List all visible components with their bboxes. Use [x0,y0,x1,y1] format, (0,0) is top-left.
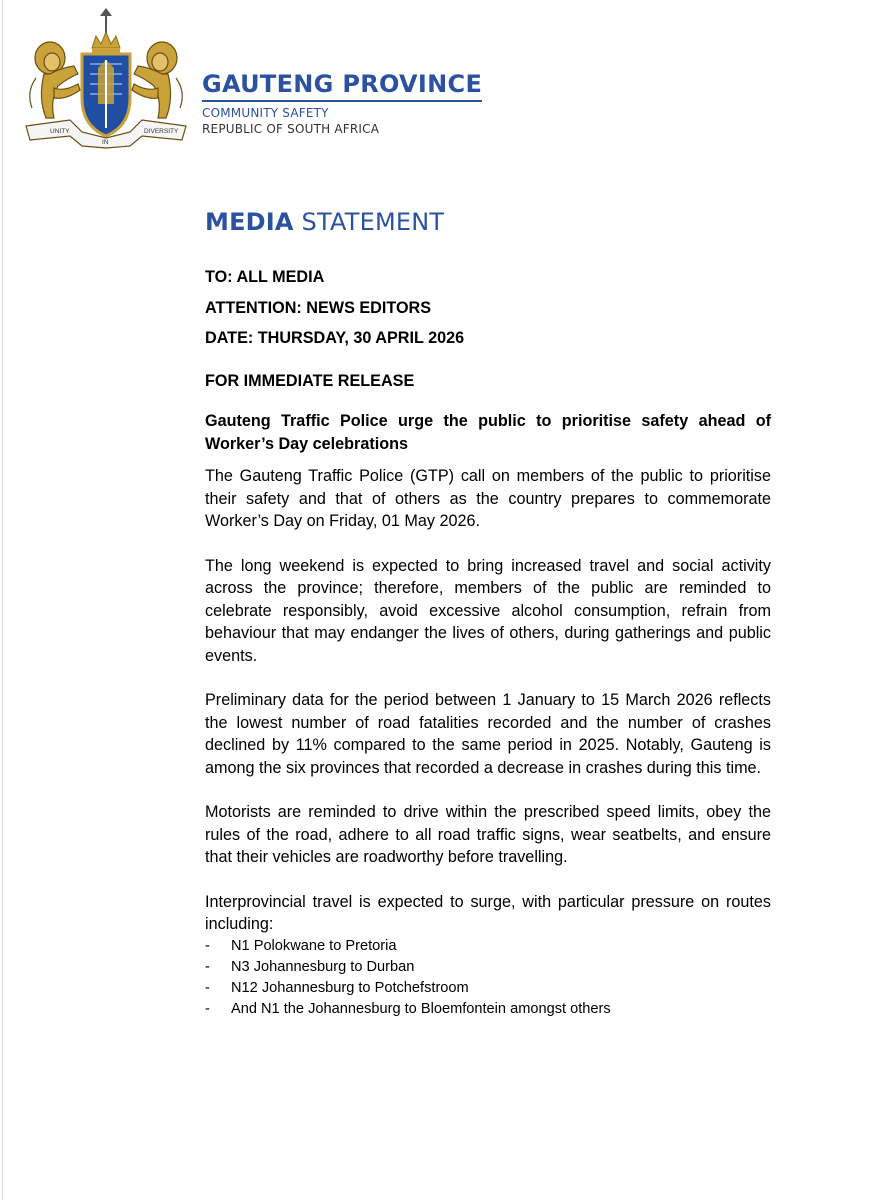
headline: Gauteng Traffic Police urge the public to prioritise safety ahead of Worker’s Day celebrations [205,412,771,453]
list-item [205,957,771,978]
meta-attention: ATTENTION: NEWS EDITORS [205,298,432,317]
motto-right: DIVERSITY [144,128,179,135]
media-heading-strong: MEDIA [205,208,294,236]
route-label: N1 Polokwane to Pretoria [231,937,397,954]
route-label: And N1 the Johannesburg to Bloemfontein amongst others [231,1000,611,1017]
route-label: N12 Johannesburg to Potchefstroom [231,979,469,996]
paragraph: Motorists are reminded to drive within the prescribed speed limits, obey the rules of the road, adhere to all road traffic signs, wear seatbelts, and ensure that their vehicles are roadworthy before travelling. [205,803,771,866]
list-marker: - [205,937,210,954]
motto-left: UNITY [50,128,70,135]
list-item [205,936,771,957]
coat-of-arms-icon [20,8,192,150]
meta-date: DATE: THURSDAY, 30 APRIL 2026 [205,329,465,347]
province-title: GAUTENG PROVINCE [202,72,482,102]
route-list [205,936,771,1020]
list-item [205,999,771,1020]
media-heading-light: STATEMENT [293,208,445,236]
list-item [205,978,771,999]
paragraph: The Gauteng Traffic Police (GTP) call on members of the public to prioritise their safety and that of others as the country prepares to commemorate Worker’s Day on Friday, 01 May 2026. [205,467,771,530]
brand-block [202,72,482,136]
statement-body [205,266,771,1020]
meta-to: TO: ALL MEDIA [205,268,325,286]
paragraph: Preliminary data for the period between 1 January to 15 March 2026 reflects the lowest number of road fatalities recorded and the number of crashes declined by 11% compared to the same period in 2025. Notably, Gauteng is among the six provinces that recorded a decrease in crashes during this time. [205,691,771,777]
list-marker: - [205,1000,210,1017]
list-marker: - [205,958,210,975]
route-label: N3 Johannesburg to Durban [231,958,415,975]
page-edge [2,0,3,1200]
country-name: REPUBLIC OF SOUTH AFRICA [202,122,380,136]
paragraph: Interprovincial travel is expected to surge, with particular pressure on routes including: [205,892,771,933]
paragraph: The long weekend is expected to bring increased travel and social activity across the province; therefore, members of the public are reminded to celebrate responsibly, avoid excessive alcohol consumption, refrain from behaviour that may endanger the lives of others, during gatherings and public events. [205,556,771,665]
list-marker: - [205,979,210,996]
department-name: COMMUNITY SAFETY [202,106,329,120]
motto-center: IN [102,139,109,146]
media-statement-heading [205,208,444,236]
release-notice: FOR IMMEDIATE RELEASE [205,371,415,390]
